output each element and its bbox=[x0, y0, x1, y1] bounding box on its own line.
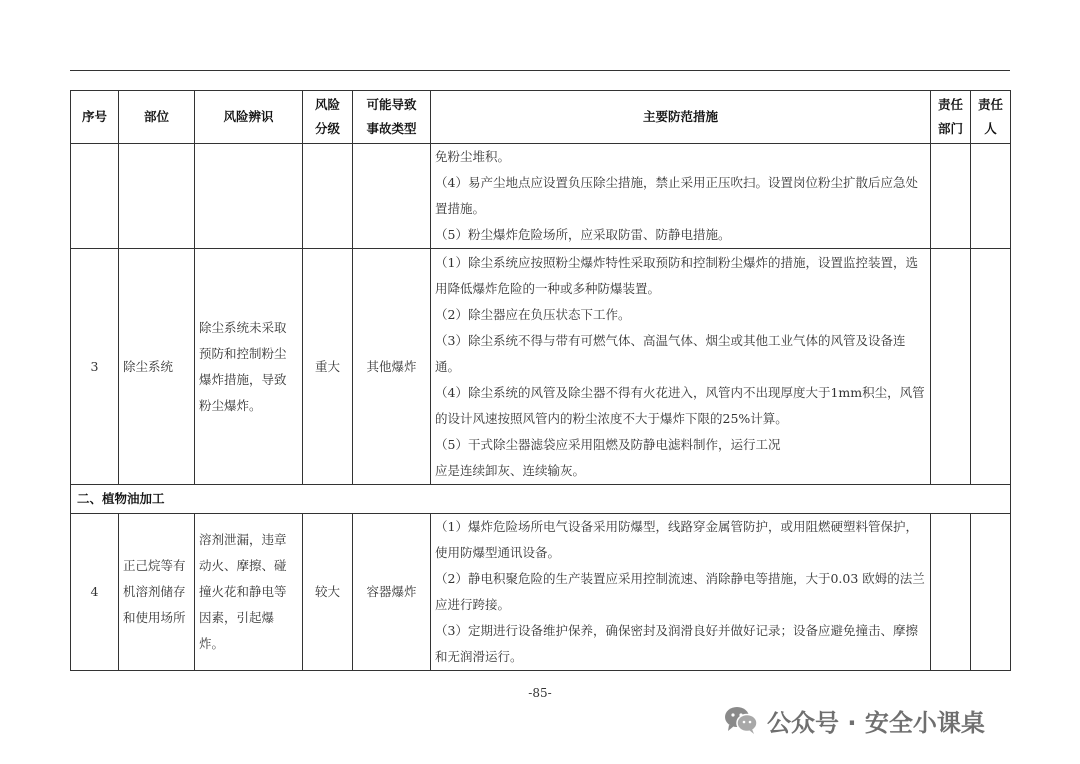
row3-location: 除尘系统 bbox=[119, 249, 195, 485]
row-cont-dept bbox=[931, 144, 971, 249]
section-title: 二、植物油加工 bbox=[71, 485, 1011, 514]
page-number: -85- bbox=[528, 686, 552, 700]
row4-measures bbox=[431, 514, 931, 671]
row4-risk: 溶剂泄漏，违章动火、摩擦、碰撞火花和静电等因素，引起爆炸。 bbox=[195, 514, 303, 671]
header-level bbox=[303, 91, 353, 144]
watermark-text: 公众号 · 安全小课桌 bbox=[767, 708, 985, 737]
row4-dept bbox=[931, 514, 971, 671]
header-dept-line1: 责任 bbox=[937, 97, 963, 112]
row3-dept bbox=[931, 249, 971, 485]
header-person-line2: 人 bbox=[984, 121, 997, 136]
header-measures: 主要防范措施 bbox=[431, 91, 931, 144]
section-row bbox=[71, 485, 1011, 514]
header-accident-line1: 可能导致 bbox=[366, 97, 417, 112]
measure-item: （4）易产尘地点应设置负压除尘措施，禁止采用正压吹扫。设置岗位粉尘扩散后应急处置措施。 bbox=[435, 175, 918, 216]
table-row bbox=[71, 514, 1011, 671]
header-level-line1: 风险 bbox=[314, 97, 340, 112]
table-row bbox=[71, 249, 1011, 485]
table-header-row bbox=[71, 91, 1011, 144]
row-cont-measures bbox=[431, 144, 931, 249]
measure-item: （1）爆炸危险场所电气设备采用防爆型，线路穿金属管防护，或用阻燃硬塑料管保护，使用防爆型通讯设备。 bbox=[435, 519, 918, 560]
header-no: 序号 bbox=[71, 91, 119, 144]
row3-level: 重大 bbox=[303, 249, 353, 485]
measure-item: （5）干式除尘器滤袋应采用阻燃及防静电滤料制作，运行工况 bbox=[435, 436, 781, 452]
risk-table bbox=[70, 90, 1011, 671]
header-accident bbox=[353, 91, 431, 144]
measure-item: （3）除尘系统不得与带有可燃气体、高温气体、烟尘或其他工业气体的风管及设备连通。 bbox=[435, 332, 906, 374]
measure-item: （4）除尘系统的风管及除尘器不得有火花进入，风管内不出现厚度大于1mm积尘，风管的设计风速按照风管内的粉尘浓度不大于爆炸下限的25%计算。 bbox=[435, 384, 925, 426]
header-rule bbox=[70, 70, 1010, 71]
header-level-line2: 分级 bbox=[314, 121, 340, 136]
measure-item: 免粉尘堆积。 bbox=[435, 149, 511, 164]
watermark bbox=[723, 700, 985, 740]
measure-item: （2）除尘器应在负压状态下工作。 bbox=[435, 306, 631, 322]
measure-item: （1）除尘系统应按照粉尘爆炸特性采取预防和控制粉尘爆炸的措施，设置监控装置，选用降低爆炸危险的一种或多种防爆装置。 bbox=[435, 254, 918, 296]
measure-item: （2）静电积聚危险的生产装置应采用控制流速、消除静电等措施，大于0.03 欧姆的法兰应进行跨接。 bbox=[435, 571, 925, 612]
row4-location: 正己烷等有机溶剂储存和使用场所 bbox=[119, 514, 195, 671]
row-cont-no bbox=[71, 144, 119, 249]
row4-accident: 容器爆炸 bbox=[353, 514, 431, 671]
row3-accident: 其他爆炸 bbox=[353, 249, 431, 485]
table-row bbox=[71, 144, 1011, 249]
header-location: 部位 bbox=[119, 91, 195, 144]
row4-person bbox=[971, 514, 1011, 671]
row4-level: 较大 bbox=[303, 514, 353, 671]
measure-item: （5）粉尘爆炸危险场所，应采取防雷、防静电措施。 bbox=[435, 227, 731, 242]
row-cont-location bbox=[119, 144, 195, 249]
row3-risk: 除尘系统未采取预防和控制粉尘爆炸措施，导致粉尘爆炸。 bbox=[195, 249, 303, 485]
header-dept bbox=[931, 91, 971, 144]
row3-measures bbox=[431, 249, 931, 485]
header-person bbox=[971, 91, 1011, 144]
row-cont-person bbox=[971, 144, 1011, 249]
header-dept-line2: 部门 bbox=[937, 121, 963, 136]
row3-person bbox=[971, 249, 1011, 485]
row-cont-level bbox=[303, 144, 353, 249]
measure-item: （3）定期进行设备维护保养，确保密封及润滑良好并做好记录；设备应避免撞击、摩擦和无润滑运行。 bbox=[435, 623, 918, 664]
header-accident-line2: 事故类型 bbox=[366, 121, 417, 136]
row4-no: 4 bbox=[71, 514, 119, 671]
measure-item: 应是连续卸灰、连续输灰。 bbox=[435, 462, 586, 478]
row-cont-accident bbox=[353, 144, 431, 249]
row-cont-risk bbox=[195, 144, 303, 249]
header-risk: 风险辨识 bbox=[195, 91, 303, 144]
header-person-line1: 责任 bbox=[977, 97, 1003, 112]
row3-no: 3 bbox=[71, 249, 119, 485]
wechat-icon bbox=[723, 705, 759, 735]
